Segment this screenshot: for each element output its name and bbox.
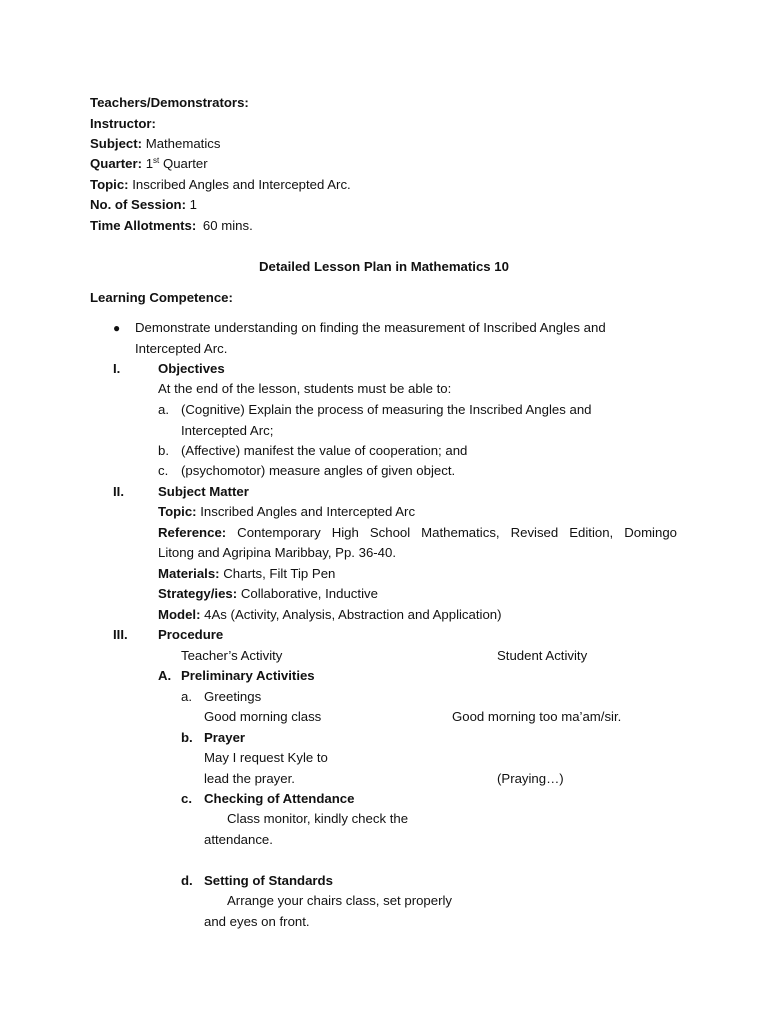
sm-reference-value: Contemporary High School Mathematics, Revised Edition, Domingo — [237, 525, 677, 540]
document-title — [0, 258, 768, 276]
quarter-line — [90, 155, 208, 173]
sm-reference-line2: Litong and Agripina Maribbay, Pp. 36-40. — [158, 545, 397, 560]
time-value: 60 mins. — [202, 218, 253, 233]
subject-matter-number-text: II. — [113, 484, 124, 499]
attendance-marker-text: c. — [181, 791, 192, 806]
prayer-heading-text: Prayer — [204, 730, 246, 745]
subject-matter-heading-text: Subject Matter — [158, 484, 249, 499]
document-title-text: Detailed Lesson Plan in Mathematics 10 — [259, 259, 509, 274]
standards-line2: and eyes on front. — [204, 914, 310, 929]
learning-bullet-line1: Demonstrate understanding on finding the measurement of Inscribed Angles and — [135, 320, 606, 335]
sm-reference-line1 — [158, 524, 677, 542]
sm-model-label: Model: — [158, 607, 201, 622]
objective-a-line2: Intercepted Arc; — [181, 423, 274, 438]
teacher-activity-header: Teacher’s Activity — [181, 648, 283, 663]
objective-c-text: (psychomotor) measure angles of given object. — [181, 463, 456, 478]
objective-b-text: (Affective) manifest the value of cooperation; and — [181, 443, 468, 458]
quarter-number: 1 — [145, 156, 154, 171]
learning-competence-heading — [90, 289, 233, 307]
time-label: Time Allotments: — [90, 218, 197, 233]
attendance-line1: Class monitor, kindly check the — [227, 811, 409, 826]
greetings-student: Good morning too ma’am/sir. — [452, 709, 622, 724]
prayer-heading — [204, 729, 245, 747]
sm-model-line — [158, 606, 502, 624]
greetings-heading: Greetings — [204, 689, 262, 704]
session-value: 1 — [189, 197, 197, 212]
preliminary-marker — [158, 667, 171, 685]
sm-model-value: 4As (Activity, Analysis, Abstraction and Application) — [204, 607, 502, 622]
prayer-marker — [181, 729, 193, 747]
topic-label: Topic: — [90, 177, 129, 192]
teachers-label: Teachers/Demonstrators: — [90, 95, 249, 110]
attendance-heading-text: Checking of Attendance — [204, 791, 355, 806]
instructor-line — [90, 115, 156, 133]
sm-materials-value: Charts, Filt Tip Pen — [223, 566, 336, 581]
topic-value: Inscribed Angles and Intercepted Arc. — [132, 177, 351, 192]
procedure-heading-text: Procedure — [158, 627, 224, 642]
greetings-marker: a. — [181, 689, 192, 704]
teachers-line — [90, 94, 249, 112]
sm-materials-line — [158, 565, 335, 583]
objective-b-marker: b. — [158, 443, 169, 458]
learning-bullet-line2: Intercepted Arc. — [135, 341, 228, 356]
quarter-ordinal: st — [153, 156, 160, 165]
objectives-number-text: I. — [113, 361, 121, 376]
preliminary-marker-text: A. — [158, 668, 172, 683]
sm-topic-line — [158, 503, 415, 521]
objectives-number — [113, 360, 120, 378]
standards-marker-text: d. — [181, 873, 193, 888]
sm-materials-label: Materials: — [158, 566, 220, 581]
bullet-icon: ● — [113, 321, 121, 335]
procedure-heading — [158, 626, 223, 644]
preliminary-heading — [181, 667, 315, 685]
learning-competence-label: Learning Competence: — [90, 290, 233, 305]
objective-a-line1: (Cognitive) Explain the process of measuring the Inscribed Angles and — [181, 402, 592, 417]
subject-value: Mathematics — [145, 136, 221, 151]
sm-strategy-line — [158, 585, 378, 603]
standards-marker — [181, 872, 193, 890]
time-line — [90, 217, 253, 235]
sm-reference-label: Reference: — [158, 525, 227, 540]
objective-a-marker: a. — [158, 402, 169, 417]
session-line — [90, 196, 197, 214]
standards-line1: Arrange your chairs class, set properly — [227, 893, 453, 908]
instructor-label: Instructor: — [90, 116, 156, 131]
subject-matter-heading — [158, 483, 249, 501]
subject-matter-number — [113, 483, 124, 501]
prayer-line1: May I request Kyle to — [204, 750, 328, 765]
procedure-number-text: III. — [113, 627, 128, 642]
prayer-marker-text: b. — [181, 730, 193, 745]
sm-strategy-label: Strategy/ies: — [158, 586, 238, 601]
procedure-number — [113, 626, 128, 644]
subject-line — [90, 135, 220, 153]
objectives-heading-text: Objectives — [158, 361, 225, 376]
attendance-marker — [181, 790, 192, 808]
objective-c-marker: c. — [158, 463, 169, 478]
objectives-heading — [158, 360, 225, 378]
subject-label: Subject: — [90, 136, 143, 151]
attendance-line2: attendance. — [204, 832, 273, 847]
prayer-line2: lead the prayer. — [204, 771, 295, 786]
attendance-heading — [204, 790, 354, 808]
standards-heading-text: Setting of Standards — [204, 873, 333, 888]
sm-strategy-value: Collaborative, Inductive — [240, 586, 378, 601]
sm-topic-value: Inscribed Angles and Intercepted Arc — [200, 504, 416, 519]
quarter-label: Quarter: — [90, 156, 143, 171]
standards-heading — [204, 872, 333, 890]
sm-topic-label: Topic: — [158, 504, 197, 519]
session-label: No. of Session: — [90, 197, 186, 212]
preliminary-heading-text: Preliminary Activities — [181, 668, 315, 683]
topic-line — [90, 176, 351, 194]
student-activity-header: Student Activity — [497, 648, 588, 663]
greetings-teacher: Good morning class — [204, 709, 322, 724]
prayer-student: (Praying…) — [497, 771, 564, 786]
quarter-word: Quarter — [162, 156, 208, 171]
objectives-intro: At the end of the lesson, students must be able to: — [158, 381, 452, 396]
